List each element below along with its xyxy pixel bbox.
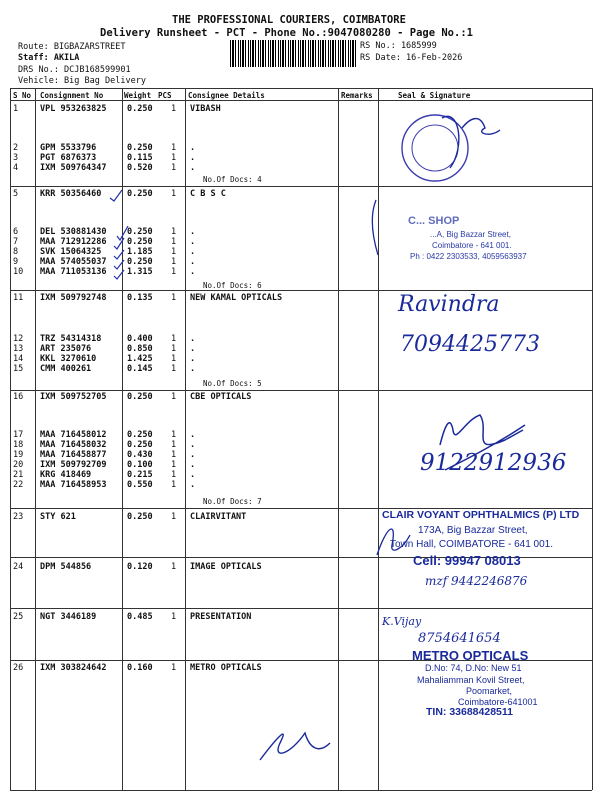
row-consignment-no: GPM 5533796 xyxy=(40,143,97,153)
vehicle-label: Vehicle: Big Bag Delivery xyxy=(18,76,146,86)
row-sno: 15 xyxy=(13,364,24,374)
row-consignment-no: MAA 712912286 xyxy=(40,237,107,247)
row-sno: 1 xyxy=(13,104,19,114)
row-pcs: 1 xyxy=(171,450,177,460)
row-consignment-no: MAA 716458953 xyxy=(40,480,107,490)
row-pcs: 1 xyxy=(171,247,177,257)
row-weight: 0.250 xyxy=(127,143,153,153)
row-pcs: 1 xyxy=(171,153,177,163)
round-seal-stamp xyxy=(390,108,510,188)
row-consignment-no: KRR 50356460 xyxy=(40,189,102,199)
row-consignment-no: MAA 574055037 xyxy=(40,257,107,267)
shop-stamp-line1: ...A, Big Bazzar Street, xyxy=(430,230,511,239)
row-sno: 2 xyxy=(13,143,19,153)
row-weight: 1.425 xyxy=(127,354,153,364)
row-sno: 5 xyxy=(13,189,19,199)
row-consignment-no: IXM 509792748 xyxy=(40,293,107,303)
row-consignee: . xyxy=(190,480,196,490)
row-weight: 0.400 xyxy=(127,334,153,344)
row-consignee: . xyxy=(190,334,196,344)
row-weight: 0.250 xyxy=(127,237,153,247)
row-sno: 9 xyxy=(13,257,19,267)
row-pcs: 1 xyxy=(171,460,177,470)
row-consignee: . xyxy=(190,364,196,374)
shop-stamp-line3: Ph : 0422 2303533, 4059563937 xyxy=(410,252,527,261)
row-pcs: 1 xyxy=(171,237,177,247)
metro-stamp-line4: Coimbatore-641001 xyxy=(458,697,538,707)
row-consignment-no: CMM 400261 xyxy=(40,364,92,374)
signature-mark xyxy=(360,195,420,265)
row-sno: 7 xyxy=(13,237,19,247)
row-consignee: VIBASH xyxy=(190,104,221,114)
row-sno: 16 xyxy=(13,392,24,402)
docs-count: No.Of Docs: 4 xyxy=(203,175,262,184)
shop-stamp-name: C... SHOP xyxy=(408,215,460,227)
row-consignee: CLAIRVITANT xyxy=(190,512,247,522)
row-consignment-no: MAA 716458032 xyxy=(40,440,107,450)
row-consignment-no: MAA 716458877 xyxy=(40,450,107,460)
row-consignment-no: PGT 6876373 xyxy=(40,153,97,163)
drs-label: DRS No.: DCJB168599901 xyxy=(18,65,131,75)
row-pcs: 1 xyxy=(171,227,177,237)
row-pcs: 1 xyxy=(171,470,177,480)
row-consignee: . xyxy=(190,267,196,277)
row-pcs: 1 xyxy=(171,267,177,277)
row-weight: 0.100 xyxy=(127,460,153,470)
handwritten-phone: 7094425773 xyxy=(400,332,540,357)
row-consignment-no: TRZ 54314318 xyxy=(40,334,102,344)
handwritten-note: mzf 9442246876 xyxy=(425,574,528,588)
row-weight: 0.250 xyxy=(127,440,153,450)
row-weight: 0.250 xyxy=(127,104,153,114)
row-weight: 0.120 xyxy=(127,562,153,572)
row-pcs: 1 xyxy=(171,480,177,490)
row-consignee: . xyxy=(190,440,196,450)
row-weight: 0.520 xyxy=(127,163,153,173)
row-pcs: 1 xyxy=(171,189,177,199)
clair-stamp-line1: 173A, Big Bazzar Street, xyxy=(418,525,528,536)
metro-stamp-name: METRO OPTICALS xyxy=(412,648,529,663)
docs-count: No.Of Docs: 7 xyxy=(203,497,262,506)
row-consignment-no: KKL 3270610 xyxy=(40,354,97,364)
row-consignment-no: MAA 711053136 xyxy=(40,267,107,277)
metro-stamp-tin: TIN: 33688428511 xyxy=(426,706,513,718)
signature-scribble xyxy=(250,715,350,770)
row-consignee: . xyxy=(190,470,196,480)
row-pcs: 1 xyxy=(171,163,177,173)
metro-stamp-line2: Mahaliamman Kovil Street, xyxy=(417,675,525,685)
col-consignment: Consignment No xyxy=(40,91,104,100)
row-consignee: . xyxy=(190,257,196,267)
row-consignee: . xyxy=(190,143,196,153)
row-sno: 10 xyxy=(13,267,24,277)
row-sno: 19 xyxy=(13,450,24,460)
row-sno: 14 xyxy=(13,354,24,364)
row-sno: 25 xyxy=(13,612,24,622)
row-weight: 0.145 xyxy=(127,364,153,374)
row-consignee: . xyxy=(190,153,196,163)
row-weight: 0.250 xyxy=(127,189,153,199)
row-pcs: 1 xyxy=(171,562,177,572)
row-sno: 3 xyxy=(13,153,19,163)
col-sno: S No xyxy=(13,91,32,100)
company-title: THE PROFESSIONAL COURIERS, COIMBATORE xyxy=(172,14,406,26)
row-consignment-no: MAA 716458012 xyxy=(40,430,107,440)
row-consignment-no: VPL 953263825 xyxy=(40,104,107,114)
row-consignee: . xyxy=(190,237,196,247)
row-sno: 26 xyxy=(13,663,24,673)
col-remarks: Remarks xyxy=(341,91,373,100)
row-consignment-no: IXM 509752705 xyxy=(40,392,107,402)
row-sno: 11 xyxy=(13,293,24,303)
shop-stamp-line2: Coimbatore - 641 001. xyxy=(432,241,512,250)
row-sno: 12 xyxy=(13,334,24,344)
row-sno: 6 xyxy=(13,227,19,237)
row-consignee: . xyxy=(190,344,196,354)
row-sno: 20 xyxy=(13,460,24,470)
row-consignee: IMAGE OPTICALS xyxy=(190,562,262,572)
row-pcs: 1 xyxy=(171,612,177,622)
row-weight: 0.215 xyxy=(127,470,153,480)
row-weight: 0.250 xyxy=(127,392,153,402)
row-weight: 0.550 xyxy=(127,480,153,490)
row-pcs: 1 xyxy=(171,104,177,114)
row-sno: 24 xyxy=(13,562,24,572)
row-consignee: . xyxy=(190,450,196,460)
row-pcs: 1 xyxy=(171,512,177,522)
handwritten-phone: 9122912936 xyxy=(420,450,567,476)
row-consignment-no: IXM 509792709 xyxy=(40,460,107,470)
handwritten-phone: 8754641654 xyxy=(418,631,501,646)
row-consignee: METRO OPTICALS xyxy=(190,663,262,673)
row-pcs: 1 xyxy=(171,354,177,364)
row-consignment-no: ART 235076 xyxy=(40,344,92,354)
row-weight: 0.485 xyxy=(127,612,153,622)
clair-stamp-line2: Town Hall, COIMBATORE - 641 001. xyxy=(390,539,554,550)
row-weight: 0.250 xyxy=(127,257,153,267)
row-pcs: 1 xyxy=(171,430,177,440)
row-consignee: CBE OPTICALS xyxy=(190,392,252,402)
row-consignee: . xyxy=(190,354,196,364)
row-weight: 0.135 xyxy=(127,293,153,303)
row-consignment-no: SVK 15064325 xyxy=(40,247,102,257)
rs-number: RS No.: 1685999 xyxy=(360,41,437,51)
docs-count: No.Of Docs: 5 xyxy=(203,379,262,388)
row-sno: 21 xyxy=(13,470,24,480)
docs-count: No.Of Docs: 6 xyxy=(203,281,262,290)
row-consignment-no: KRG 418469 xyxy=(40,470,92,480)
row-weight: 1.185 xyxy=(127,247,153,257)
row-weight: 0.250 xyxy=(127,512,153,522)
row-pcs: 1 xyxy=(171,334,177,344)
row-pcs: 1 xyxy=(171,257,177,267)
row-consignee: PRESENTATION xyxy=(190,612,252,622)
row-consignment-no: DPM 544856 xyxy=(40,562,92,572)
rs-date: RS Date: 16-Feb-2026 xyxy=(360,53,463,63)
signature-mark xyxy=(372,515,412,560)
row-sno: 13 xyxy=(13,344,24,354)
row-pcs: 1 xyxy=(171,663,177,673)
row-weight: 1.315 xyxy=(127,267,153,277)
col-consignee: Consignee Details xyxy=(188,91,265,100)
row-pcs: 1 xyxy=(171,293,177,303)
row-consignment-no: IXM 303824642 xyxy=(40,663,107,673)
row-weight: 0.160 xyxy=(127,663,153,673)
row-weight: 0.850 xyxy=(127,344,153,354)
row-weight: 0.115 xyxy=(127,153,153,163)
col-seal: Seal & Signature xyxy=(398,91,471,100)
row-pcs: 1 xyxy=(171,440,177,450)
metro-stamp-line1: D.No: 74, D.No: New 51 xyxy=(425,663,522,673)
row-weight: 0.250 xyxy=(127,430,153,440)
row-pcs: 1 xyxy=(171,364,177,374)
row-weight: 0.250 xyxy=(127,227,153,237)
row-pcs: 1 xyxy=(171,392,177,402)
row-sno: 23 xyxy=(13,512,24,522)
row-consignee: . xyxy=(190,430,196,440)
clair-stamp-name: CLAIR VOYANT OPHTHALMICS (P) LTD xyxy=(382,509,580,521)
row-pcs: 1 xyxy=(171,143,177,153)
col-pcs: PCS xyxy=(158,91,172,100)
row-consignment-no: IXM 509764347 xyxy=(40,163,107,173)
row-pcs: 1 xyxy=(171,344,177,354)
row-consignment-no: NGT 3446189 xyxy=(40,612,97,622)
row-weight: 0.430 xyxy=(127,450,153,460)
row-consignee: . xyxy=(190,227,196,237)
row-consignee: . xyxy=(190,460,196,470)
row-sno: 22 xyxy=(13,480,24,490)
row-consignment-no: STY 621 xyxy=(40,512,76,522)
row-consignee: NEW KAMAL OPTICALS xyxy=(190,293,283,303)
row-consignee: C B S C xyxy=(190,189,226,199)
row-consignee: . xyxy=(190,247,196,257)
row-sno: 18 xyxy=(13,440,24,450)
route-label: Route: BIGBAZARSTREET xyxy=(18,42,126,52)
row-sno: 4 xyxy=(13,163,19,173)
clair-stamp-cell: Cell: 99947 08013 xyxy=(413,553,521,568)
handwritten-name: Ravindra xyxy=(398,292,500,317)
row-sno: 8 xyxy=(13,247,19,257)
col-weight: Weight xyxy=(124,91,152,100)
row-consignment-no: DEL 530881430 xyxy=(40,227,107,237)
row-consignee: . xyxy=(190,163,196,173)
runsheet-subtitle: Delivery Runsheet - PCT - Phone No.:9047080280 - Page No.:1 xyxy=(100,27,473,39)
staff-label: Staff: AKILA xyxy=(18,53,80,63)
handwritten-name: K.Vijay xyxy=(382,615,422,628)
metro-stamp-line3: Poomarket, xyxy=(466,686,513,696)
row-sno: 17 xyxy=(13,430,24,440)
